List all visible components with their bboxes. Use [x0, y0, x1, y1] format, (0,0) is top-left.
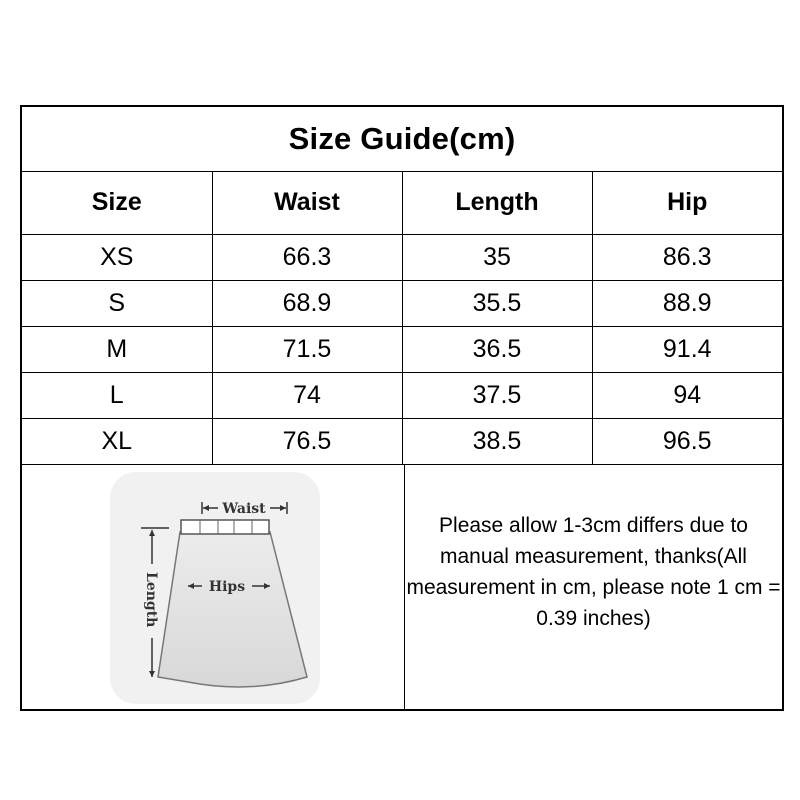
length-cell: 38.5: [402, 419, 592, 465]
hip-cell: 88.9: [592, 281, 782, 327]
waist-cell: 66.3: [212, 235, 402, 281]
length-label: Length: [143, 572, 159, 628]
hip-cell: 86.3: [592, 235, 782, 281]
column-header-waist: Waist: [212, 171, 402, 235]
waist-cell: 68.9: [212, 281, 402, 327]
length-cell: 36.5: [402, 327, 592, 373]
skirt-measurement-diagram: [110, 472, 320, 704]
length-cell: 37.5: [402, 373, 592, 419]
waistband-icon: [181, 520, 269, 534]
waist-cell: 76.5: [212, 419, 402, 465]
size-cell: L: [22, 373, 212, 419]
table-row: [22, 373, 782, 419]
column-header-hip: Hip: [592, 171, 782, 235]
column-header-size: Size: [22, 171, 212, 235]
table-header-row: [22, 171, 782, 235]
waist-label: Waist: [222, 501, 266, 517]
column-header-length: Length: [402, 171, 592, 235]
hip-cell: 91.4: [592, 327, 782, 373]
note-cell: [405, 464, 782, 709]
size-cell: XS: [22, 235, 212, 281]
page-title: Size Guide(cm): [22, 107, 782, 172]
measurement-note: Please allow 1-3cm differs due to manual measurement, thanks(All measurement in cm, please note 1 cm = 0.39 inches): [406, 513, 781, 630]
table-row: [22, 235, 782, 281]
diagram-cell: [22, 464, 405, 709]
length-cell: 35: [402, 235, 592, 281]
hip-cell: 94: [592, 373, 782, 419]
table-row: [22, 419, 782, 465]
table-row: [22, 327, 782, 373]
size-cell: M: [22, 327, 212, 373]
table-row: [22, 281, 782, 327]
waist-cell: 74: [212, 373, 402, 419]
waist-cell: 71.5: [212, 327, 402, 373]
size-guide: [20, 105, 784, 711]
hip-cell: 96.5: [592, 419, 782, 465]
size-cell: XL: [22, 419, 212, 465]
size-table: [22, 171, 782, 465]
size-cell: S: [22, 281, 212, 327]
hips-label: Hips: [208, 579, 246, 595]
info-section: [22, 464, 782, 709]
length-cell: 35.5: [402, 281, 592, 327]
